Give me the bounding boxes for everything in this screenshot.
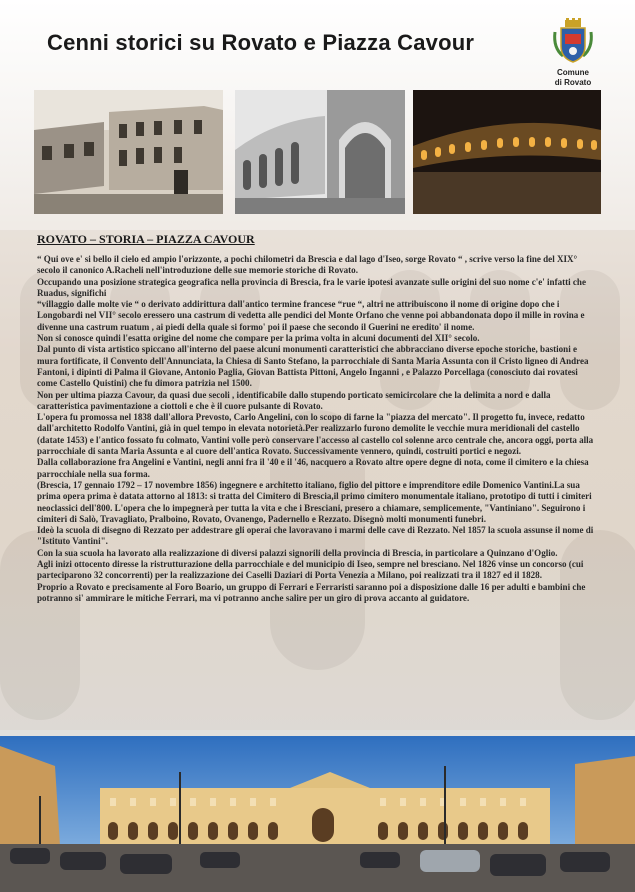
piazza-night-photo [413,90,601,214]
paragraph: L'opera fu promossa nel 1838 dall'allora Prevosto, Carlo Angelini, con lo scopo di farne la "piazza del mercato". Il progetto fu, invece, redatto dall'architetto Rodolfo Vantini, già in quel tempo in elevata notorietà.Per realizzarlo furono demolite le vecchie mura meridionali del castello (datate 1453) e l'antico fossato fu colmato, Vantini volle però conservare l'accesso al castello col solenne arco centrale che, ancora oggi, porta alla parrocchiale di santa Maria Assunta e al cuore dell'antica Rovato. Successivamente vennero, quindi, costruiti portici e negozi. [37,412,594,457]
paragraph: Non si conosce quindi l'esatta origine del nome che compare per la prima volta in alcuni documenti del XII° secolo. [37,333,480,344]
paragraph: Dal punto di vista artistico spiccano all'interno del paese alcuni monumenti caratteristici che abbracciano diverse epoche storiche, bastioni e mura fortificate, il Convento dell'Annunciata, la Chiesa di Santo Stefano, la parrocchiale di Santa Maria Assunta con il Cristo ligneo di Andrea Fantoni, i dipinti di Palma il Giovane, Antonio Paglia, Giovan Battista Pittoni, Angelo Inganni , e Palazzo Porcellaga (conosciuto dai rovatesi come Castello Quistini) che fu dimora patrizia nel 1500. [37,344,589,389]
paragraph: Agli inizi ottocento diresse la ristrutturazione della parrocchiale e del municipio di Iseo, sempre nel bresciano. Nel 1826 vinse un concorso (cui parteciparono 32 concorrenti) per la realizzazione dei Caselli Daziari di Porta Venezia a Milano, poi realizzati tra il 1827 ed il 1828. [37,559,584,581]
piazza-panorama-photo [0,736,635,892]
logo-caption-line1: Comune [557,68,589,77]
logo-caption [548,68,598,88]
historic-street-photo [34,90,223,214]
coat-of-arms-icon [551,18,595,66]
paragraph: (Brescia, 17 gennaio 1792 – 17 novembre 1856) ingegnere e architetto italiano, figlio del pittore e imprenditore edile Domenico Vantini.La sua prima opera prima è datata attorno al 1813: si tratta del Cimitero di Brescia,il primo cimitero monumentale italiano, prototipo di tutti i cimiteri neoclassici dell'800. L'opera che lo impegnerà per tutta la vita e che i Bresciani, presero a chiamare, semplicemente, "Vantiniano". Seguirono i cimiteri di Salò, Travagliato, Pralboino, Rovato, Ovanengo, Padernello e Rezzato. Disegnò molti monumenti funebri. [37,479,592,524]
paragraph: “ Qui ove e' si bello il cielo ed ampio l'orizzonte, a pochi chilometri da Brescia e dal lago d'Iseo, sorge Rovato “ , scrive verso la fine del XIX° secolo il canonico A.Racheli nell'introduzione delle sue memorie storiche di Rovato. [37,254,578,276]
paragraph: “villaggio dalle molte vie “ o derivato addirittura dall'antico termine francese “rue “, altri ne attribuiscono il nome di origine dopo che i Longobardi nel VII° secolo eressero una castrum di vedetta alle pendici del Monte Orfano che venne poi abbandonata dopo il mille in rovina e divenne una castrum ruatum , ai piedi della quale si formo' poi il paese che secondo il Guerini ne eredito' il nome. [37,299,585,332]
paragraph: Ideò la scuola di disegno di Rezzato per addestrare gli operai che lavoravano i marmi delle cave di Rezzato. Nel 1857 la scuola assunse il nome di "Istituto Vantini". [37,525,594,547]
history-text [37,254,599,604]
paragraph: Non per ultima piazza Cavour, da quasi due secoli , identificabile dallo stupendo porticato semicircolare che la delimita a nord e dalla caratteristica pavimentazione a ciottoli e che è il cuore pulsante di Rovato. [37,389,551,411]
page-title: Cenni storici su Rovato e Piazza Cavour [47,30,475,55]
logo-caption-line2: di Rovato [554,78,592,87]
paragraph: Con la sua scuola ha lavorato alla realizzazione di diversi palazzi signorili della provincia di Brescia, in particolare a Quinzano d'Oglio. [37,547,558,558]
paragraph: Proprio a Rovato e precisamente al Foro Boario, un gruppo di Ferrari e Ferraristi saranno poi a disposizione dalle 16 per adulti e bambini che potranno si' ammirare le mitiche Ferrari, ma vi potranno anche salire per un giro di prova accanto al guidatore. [37,581,586,603]
paragraph: Occupando una posizione strategica geografica nella provincia di Brescia, fra le varie ipotesi avanzate sulle origini del suo nome c'e' infatti che Ruadus, significhi [37,276,586,298]
section-heading: ROVATO – STORIA – PIAZZA CAVOUR [37,232,255,246]
arcade-bw-photo [235,90,405,214]
paragraph: Dalla collaborazione fra Angelini e Vantini, negli anni fra il '40 e il '46, nacquero a Rovato altre opere degne di nota, come il cimitero e la chiesa parrocchiale nella sua forma. [37,457,589,479]
